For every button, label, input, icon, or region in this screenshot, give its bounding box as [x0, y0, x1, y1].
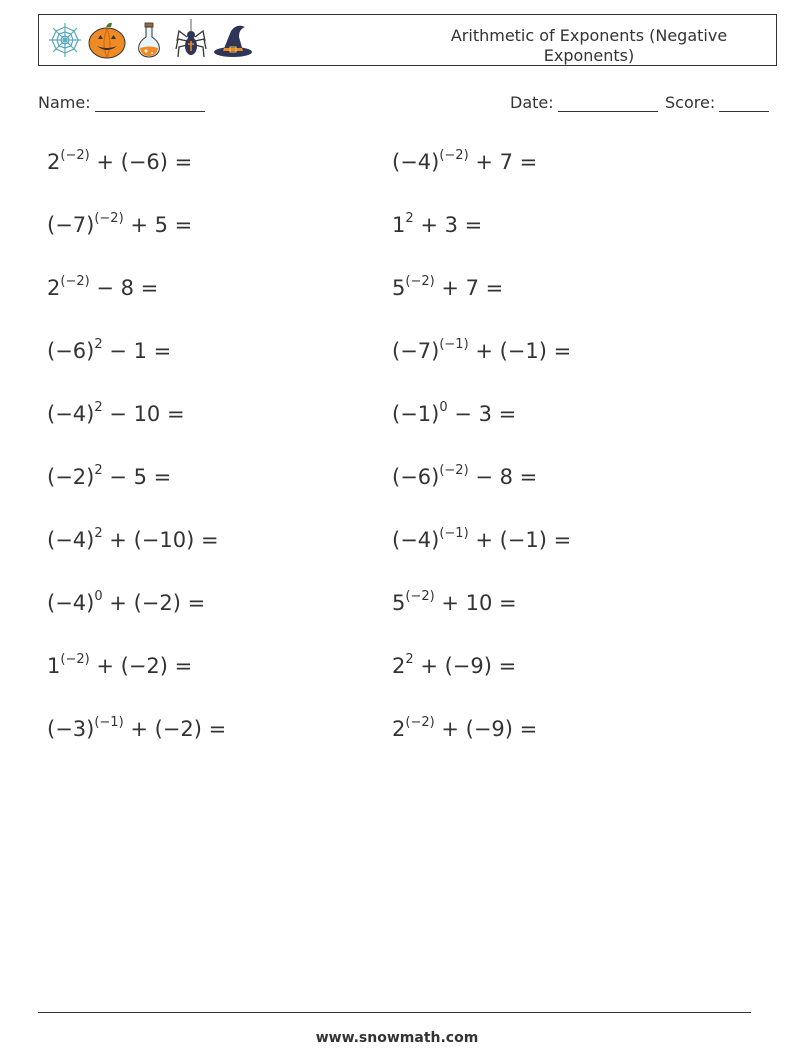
problem-exponent: (−2) [405, 274, 435, 289]
problem-expression: + (−2) = [123, 717, 227, 741]
problem-base: (−3) [47, 717, 95, 741]
problem-base: 2 [47, 276, 61, 300]
problem-left-10 [47, 717, 226, 741]
problem-right-2 [392, 213, 482, 237]
spider-icon [171, 19, 211, 61]
problem-exponent: 2 [405, 211, 414, 226]
problem-left-5 [47, 402, 185, 426]
problem-expression: + (−1) = [468, 339, 572, 363]
problem-expression: − 8 = [89, 276, 159, 300]
problem-base: (−4) [47, 528, 95, 552]
problem-right-9 [392, 654, 516, 678]
problem-expression: + (−10) = [102, 528, 219, 552]
problem-base: 2 [392, 717, 406, 741]
problem-left-1 [47, 150, 192, 174]
problem-right-8 [392, 591, 517, 615]
problem-expression: − 10 = [102, 402, 185, 426]
potion-icon [129, 19, 169, 61]
problem-exponent: 2 [405, 652, 414, 667]
problem-expression: + (−2) = [102, 591, 206, 615]
date-blank[interactable] [558, 95, 658, 112]
problem-expression: − 5 = [102, 465, 172, 489]
date-label: Date: [510, 93, 554, 112]
problem-right-10 [392, 717, 537, 741]
problem-base: 1 [392, 213, 406, 237]
problem-expression: + (−1) = [468, 528, 572, 552]
problem-expression: + 10 = [434, 591, 517, 615]
problem-exponent: (−2) [405, 715, 435, 730]
problem-exponent: (−1) [439, 337, 469, 352]
problem-left-9 [47, 654, 192, 678]
problem-right-3 [392, 276, 503, 300]
problem-exponent: (−2) [60, 148, 90, 163]
problem-expression: − 3 = [447, 402, 517, 426]
problem-exponent: (−1) [439, 526, 469, 541]
problem-exponent: 2 [94, 526, 103, 541]
problem-left-3 [47, 276, 158, 300]
problem-exponent: 2 [94, 463, 103, 478]
problem-right-7 [392, 528, 571, 552]
problem-base: (−4) [47, 591, 95, 615]
problem-base: (−4) [392, 150, 440, 174]
problem-exponent: 2 [94, 400, 103, 415]
problem-left-2 [47, 213, 192, 237]
name-blank[interactable] [95, 95, 205, 112]
footer-divider [38, 1012, 751, 1013]
problem-expression: + (−6) = [89, 150, 193, 174]
witch-hat-icon [213, 19, 253, 61]
problem-base: 2 [47, 150, 61, 174]
score-blank[interactable] [719, 95, 769, 112]
problem-expression: + 5 = [123, 213, 193, 237]
problem-right-5 [392, 402, 516, 426]
problem-base: 2 [392, 654, 406, 678]
halloween-icons [45, 19, 253, 61]
problem-exponent: (−1) [94, 715, 124, 730]
problem-expression: + 7 = [434, 276, 504, 300]
problem-exponent: (−2) [405, 589, 435, 604]
name-field[interactable] [38, 93, 205, 112]
problem-base: 1 [47, 654, 61, 678]
problem-expression: + 7 = [468, 150, 538, 174]
problem-base: (−6) [47, 339, 95, 363]
problem-expression: + (−2) = [89, 654, 193, 678]
problem-exponent: (−2) [94, 211, 124, 226]
date-field[interactable] [510, 93, 658, 112]
problem-exponent: 0 [439, 400, 448, 415]
footer-website: www.snowmath.com [315, 1030, 479, 1046]
problem-expression: − 8 = [468, 465, 538, 489]
problem-exponent: (−2) [439, 148, 469, 163]
problem-base: (−7) [47, 213, 95, 237]
spiderweb-icon [45, 19, 85, 61]
problem-exponent: (−2) [439, 463, 469, 478]
worksheet-header [38, 14, 777, 66]
problem-right-1 [392, 150, 537, 174]
problem-expression: + 3 = [413, 213, 483, 237]
problem-exponent: (−2) [60, 274, 90, 289]
problem-left-7 [47, 528, 219, 552]
problem-base: (−4) [47, 402, 95, 426]
problem-base: (−6) [392, 465, 440, 489]
name-label: Name: [38, 93, 91, 112]
problem-left-6 [47, 465, 171, 489]
problem-exponent: (−2) [60, 652, 90, 667]
problem-exponent: 2 [94, 337, 103, 352]
problem-base: 5 [392, 591, 406, 615]
problem-left-8 [47, 591, 205, 615]
problem-base: (−4) [392, 528, 440, 552]
problem-right-4 [392, 339, 571, 363]
problem-expression: + (−9) = [434, 717, 538, 741]
score-label: Score: [665, 93, 716, 112]
problem-exponent: 0 [94, 589, 103, 604]
problem-base: (−2) [47, 465, 95, 489]
problem-expression: − 1 = [102, 339, 172, 363]
problem-base: (−7) [392, 339, 440, 363]
problem-right-6 [392, 465, 537, 489]
score-field[interactable] [665, 93, 769, 112]
problem-base: (−1) [392, 402, 440, 426]
worksheet-title: Arithmetic of Exponents (Negative Exponents) [450, 26, 728, 65]
problem-left-4 [47, 339, 171, 363]
problem-base: 5 [392, 276, 406, 300]
pumpkin-icon [87, 19, 127, 61]
problem-expression: + (−9) = [413, 654, 517, 678]
